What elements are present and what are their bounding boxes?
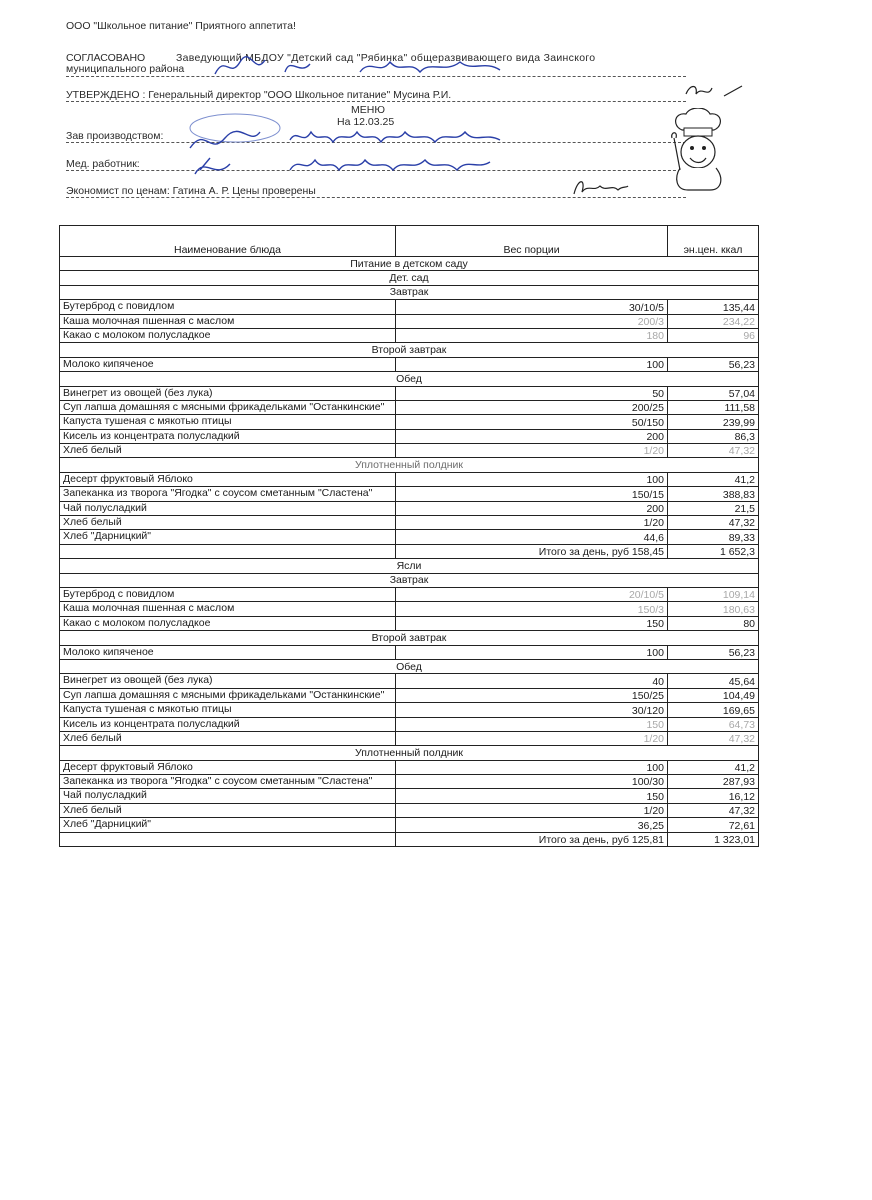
- section-title: Уплотненный полдник: [60, 746, 759, 760]
- portion-weight: 100: [396, 760, 668, 774]
- table-row: [60, 400, 759, 414]
- energy-kcal: 16,12: [668, 789, 759, 803]
- approved-line: УТВЕРЖДЕНО : Генеральный директор "ООО Школьное питание" Мусина Р.И.: [66, 89, 452, 101]
- dish-name: Суп лапша домашняя с мясными фрикадельками "Останкинские": [60, 400, 396, 414]
- portion-weight: 200: [396, 501, 668, 515]
- energy-kcal: 64,73: [668, 717, 759, 731]
- table-row: [60, 717, 759, 731]
- energy-kcal: 111,58: [668, 400, 759, 414]
- portion-weight: 150: [396, 717, 668, 731]
- energy-kcal: 45,64: [668, 674, 759, 688]
- portion-weight: 20/10/5: [396, 587, 668, 601]
- daily-total-kcal: 1 323,01: [668, 832, 759, 846]
- table-row: [60, 516, 759, 530]
- energy-kcal: 47,32: [668, 731, 759, 745]
- table-row: [60, 314, 759, 328]
- dish-name: Хлеб белый: [60, 516, 396, 530]
- section-title: Завтрак: [60, 573, 759, 587]
- portion-weight: 200/25: [396, 400, 668, 414]
- economist-signature: [570, 176, 630, 200]
- table-row: [60, 602, 759, 616]
- section-row: [60, 285, 759, 299]
- table-row: [60, 415, 759, 429]
- section-row: [60, 659, 759, 673]
- agreed-label: СОГЛАСОВАНО: [66, 52, 146, 64]
- portion-weight: 150/3: [396, 602, 668, 616]
- portion-weight: 36,25: [396, 818, 668, 832]
- table-row: [60, 674, 759, 688]
- energy-kcal: 180,63: [668, 602, 759, 616]
- section-title: Второй завтрак: [60, 631, 759, 645]
- production-head-label: Зав производством:: [66, 130, 164, 142]
- portion-weight: 44,6: [396, 530, 668, 544]
- dish-name: Суп лапша домашняя с мясными фрикадельками "Останкинские": [60, 688, 396, 702]
- energy-kcal: 388,83: [668, 487, 759, 501]
- portion-weight: 30/10/5: [396, 300, 668, 314]
- energy-kcal: 109,14: [668, 587, 759, 601]
- section-row: [60, 559, 759, 573]
- table-row: [60, 530, 759, 544]
- col-header-weight: Вес порции: [396, 226, 668, 257]
- portion-weight: 200: [396, 429, 668, 443]
- portion-weight: 1/20: [396, 516, 668, 530]
- dish-name: Хлеб белый: [60, 731, 396, 745]
- table-row: [60, 645, 759, 659]
- portion-weight: 150/15: [396, 487, 668, 501]
- table-row: [60, 328, 759, 342]
- portion-weight: 150: [396, 789, 668, 803]
- dish-name: Хлеб "Дарницкий": [60, 530, 396, 544]
- dish-name: Каша молочная пшенная с маслом: [60, 602, 396, 616]
- approved-dotted-line: [66, 101, 686, 102]
- portion-weight: 100: [396, 472, 668, 486]
- total-row: [60, 832, 759, 846]
- table-row: [60, 429, 759, 443]
- portion-weight: 100: [396, 357, 668, 371]
- production-medic-signatures: [285, 126, 525, 180]
- dish-name: Кисель из концентрата полусладкий: [60, 717, 396, 731]
- energy-kcal: 47,32: [668, 516, 759, 530]
- dish-name: Десерт фруктовый Яблоко: [60, 472, 396, 486]
- dish-name: Молоко кипяченое: [60, 357, 396, 371]
- table-row: [60, 775, 759, 789]
- section-row: [60, 631, 759, 645]
- section-title: Обед: [60, 659, 759, 673]
- total-row: [60, 544, 759, 558]
- dish-name: Чай полусладкий: [60, 501, 396, 515]
- energy-kcal: 72,61: [668, 818, 759, 832]
- dish-name: Запеканка из творога "Ягодка" с соусом сметанным "Сластена": [60, 487, 396, 501]
- energy-kcal: 80: [668, 616, 759, 630]
- dish-name: Чай полусладкий: [60, 789, 396, 803]
- section-title: Питание в детском саду: [60, 257, 759, 271]
- energy-kcal: 56,23: [668, 645, 759, 659]
- table-row: [60, 760, 759, 774]
- medic-label: Мед. работник:: [66, 158, 140, 170]
- table-row: [60, 818, 759, 832]
- dish-name: Десерт фруктовый Яблоко: [60, 760, 396, 774]
- portion-weight: 40: [396, 674, 668, 688]
- total-empty-cell: [60, 832, 396, 846]
- table-row: [60, 300, 759, 314]
- dish-name: Молоко кипяченое: [60, 645, 396, 659]
- dish-name: Хлеб белый: [60, 444, 396, 458]
- dish-name: Хлеб белый: [60, 803, 396, 817]
- table-row: [60, 688, 759, 702]
- table-row: [60, 487, 759, 501]
- energy-kcal: 47,32: [668, 444, 759, 458]
- portion-weight: 150: [396, 616, 668, 630]
- menu-title: МЕНЮ: [351, 104, 385, 116]
- portion-weight: 100/30: [396, 775, 668, 789]
- approved-signature: [680, 80, 750, 104]
- company-line: ООО "Школьное питание" Приятного аппетита!: [66, 20, 296, 32]
- energy-kcal: 89,33: [668, 530, 759, 544]
- dish-name: Винегрет из овощей (без лука): [60, 386, 396, 400]
- col-header-name: Наименование блюда: [60, 226, 396, 257]
- stamp-mark: [180, 108, 290, 186]
- portion-weight: 150/25: [396, 688, 668, 702]
- section-row: [60, 343, 759, 357]
- total-empty-cell: [60, 544, 396, 558]
- energy-kcal: 104,49: [668, 688, 759, 702]
- energy-kcal: 86,3: [668, 429, 759, 443]
- energy-kcal: 169,65: [668, 703, 759, 717]
- dish-name: Бутерброд с повидлом: [60, 587, 396, 601]
- daily-total-label: Итого за день, руб 125,81: [396, 832, 668, 846]
- portion-weight: 50: [396, 386, 668, 400]
- section-row: [60, 372, 759, 386]
- dish-name: Кисель из концентрата полусладкий: [60, 429, 396, 443]
- portion-weight: 100: [396, 645, 668, 659]
- dish-name: Капуста тушеная с мякотью птицы: [60, 703, 396, 717]
- section-row: [60, 271, 759, 285]
- table-row: [60, 472, 759, 486]
- energy-kcal: 21,5: [668, 501, 759, 515]
- menu-date: На 12.03.25: [337, 116, 395, 128]
- dish-name: Хлеб "Дарницкий": [60, 818, 396, 832]
- energy-kcal: 239,99: [668, 415, 759, 429]
- portion-weight: 180: [396, 328, 668, 342]
- economist-line: Экономист по ценам: Гатина А. Р. Цены проверены: [66, 185, 316, 197]
- section-title: Ясли: [60, 559, 759, 573]
- table-row: [60, 803, 759, 817]
- table-row: [60, 587, 759, 601]
- table-row: [60, 501, 759, 515]
- portion-weight: 1/20: [396, 803, 668, 817]
- section-title: Уплотненный полдник: [60, 458, 759, 472]
- energy-kcal: 57,04: [668, 386, 759, 400]
- portion-weight: 200/3: [396, 314, 668, 328]
- agreed-text-line-2: муниципального района: [66, 63, 185, 75]
- section-title: Завтрак: [60, 285, 759, 299]
- energy-kcal: 41,2: [668, 760, 759, 774]
- table-row: [60, 731, 759, 745]
- portion-weight: 1/20: [396, 731, 668, 745]
- dish-name: Запеканка из творога "Ягодка" с соусом сметанным "Сластена": [60, 775, 396, 789]
- portion-weight: 30/120: [396, 703, 668, 717]
- energy-kcal: 234,22: [668, 314, 759, 328]
- table-row: [60, 386, 759, 400]
- table-header-row: [60, 226, 759, 257]
- energy-kcal: 287,93: [668, 775, 759, 789]
- agreed-signature: [210, 54, 540, 82]
- menu-table: [59, 225, 759, 847]
- col-header-kcal: эн.цен. ккал: [668, 226, 759, 257]
- table-row: [60, 789, 759, 803]
- dish-name: Какао с молоком полусладкое: [60, 328, 396, 342]
- portion-weight: 50/150: [396, 415, 668, 429]
- agreed-text-line-1: Заведующий МБДОУ "Детский сад "Рябинка" общеразвивающего вида Заинского: [176, 52, 596, 64]
- dish-name: Винегрет из овощей (без лука): [60, 674, 396, 688]
- table-row: [60, 703, 759, 717]
- section-title: Обед: [60, 372, 759, 386]
- energy-kcal: 56,23: [668, 357, 759, 371]
- portion-weight: 1/20: [396, 444, 668, 458]
- table-row: [60, 357, 759, 371]
- dish-name: Капуста тушеная с мякотью птицы: [60, 415, 396, 429]
- energy-kcal: 96: [668, 328, 759, 342]
- table-row: [60, 444, 759, 458]
- dish-name: Каша молочная пшенная с маслом: [60, 314, 396, 328]
- dish-name: Какао с молоком полусладкое: [60, 616, 396, 630]
- dish-name: Бутерброд с повидлом: [60, 300, 396, 314]
- section-row: [60, 458, 759, 472]
- energy-kcal: 41,2: [668, 472, 759, 486]
- energy-kcal: 47,32: [668, 803, 759, 817]
- section-title: Дет. сад: [60, 271, 759, 285]
- section-row: [60, 573, 759, 587]
- energy-kcal: 135,44: [668, 300, 759, 314]
- daily-total-kcal: 1 652,3: [668, 544, 759, 558]
- daily-total-label: Итого за день, руб 158,45: [396, 544, 668, 558]
- table-row: [60, 616, 759, 630]
- chef-illustration: [668, 108, 730, 192]
- section-title: Второй завтрак: [60, 343, 759, 357]
- section-row: [60, 746, 759, 760]
- section-row: [60, 257, 759, 271]
